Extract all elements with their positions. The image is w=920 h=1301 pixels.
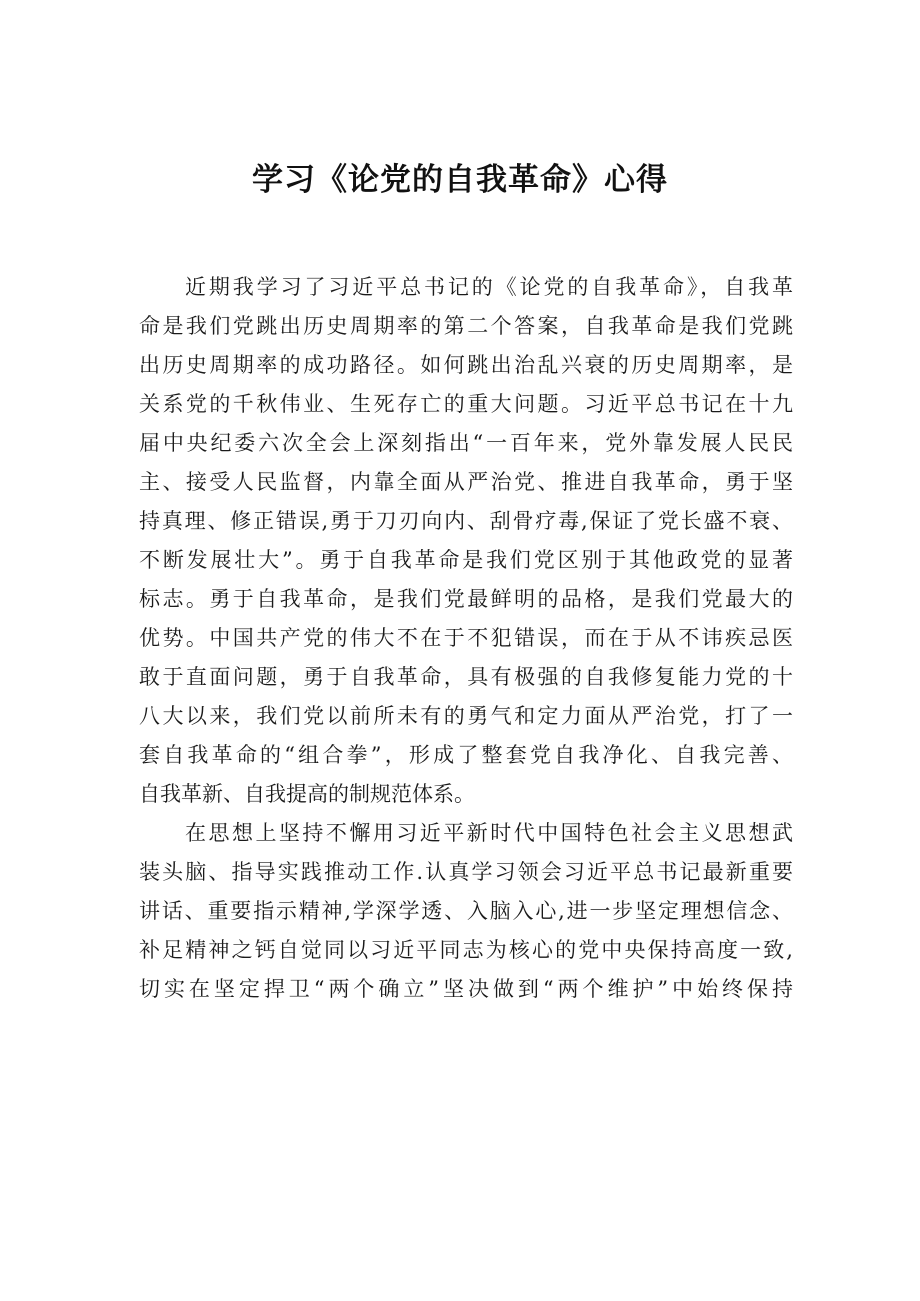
paragraph-2-line: 切实在坚定捍卫“两个确立”坚决做到“两个维护”中始终保持 xyxy=(139,977,793,1001)
paragraph-1-line: 敢于直面问题，勇于自我革命，具有极强的自我修复能力党的十 xyxy=(139,665,793,689)
paragraph-1-line: 持真理、修正错误,勇于刀刃向内、刮骨疗毒,保证了党长盛不衰、 xyxy=(139,509,793,533)
paragraph-1-line: 套自我革命的“组合拳”，形成了整套党自我净化、自我完善、 xyxy=(139,743,793,767)
document-body xyxy=(139,268,793,1009)
paragraph-1-line: 八大以来，我们党以前所未有的勇气和定力面从严治党，打了一 xyxy=(139,704,793,728)
document-title: 学习《论党的自我革命》心得 xyxy=(252,162,668,198)
paragraph-1-line: 不断发展壮大”。勇于自我革命是我们党区别于其他政党的显著 xyxy=(139,548,793,572)
paragraph-1-line: 届中央纪委六次全会上深刻指出“一百年来，党外靠发展人民民 xyxy=(139,431,793,455)
paragraph-1-line: 近期我学习了习近平总书记的《论党的自我革命》，自我革 xyxy=(185,275,793,299)
paragraph-1-line: 自我革新、自我提高的制规范体系。 xyxy=(139,782,475,806)
paragraph-1-line: 关系党的千秋伟业、生死存亡的重大问题。习近平总书记在十九 xyxy=(139,392,793,416)
paragraph-1-line: 主、接受人民监督，内靠全面从严治党、推进自我革命，勇于坚 xyxy=(139,470,793,494)
paragraph-2-line: 补足精神之钙自觉同以习近平同志为核心的党中央保持高度一致, xyxy=(139,938,793,962)
paragraph-1-line: 标志。勇于自我革命，是我们党最鲜明的品格，是我们党最大的 xyxy=(139,587,793,611)
paragraph-1-line: 出历史周期率的成功路径。如何跳出治乱兴衰的历史周期率，是 xyxy=(139,353,793,377)
paragraph-2-line: 讲话、重要指示精神,学深学透、入脑入心,进一步坚定理想信念、 xyxy=(139,899,793,923)
paragraph-1-line: 命是我们党跳出历史周期率的第二个答案，自我革命是我们党跳 xyxy=(139,314,793,338)
paragraph-2-line: 装头脑、指导实践推动工作.认真学习领会习近平总书记最新重要 xyxy=(139,860,793,884)
paragraph-2-line: 在思想上坚持不懈用习近平新时代中国特色社会主义思想武 xyxy=(185,821,793,845)
paragraph-1-line: 优势。中国共产党的伟大不在于不犯错误，而在于从不讳疾忌医 xyxy=(139,626,793,650)
